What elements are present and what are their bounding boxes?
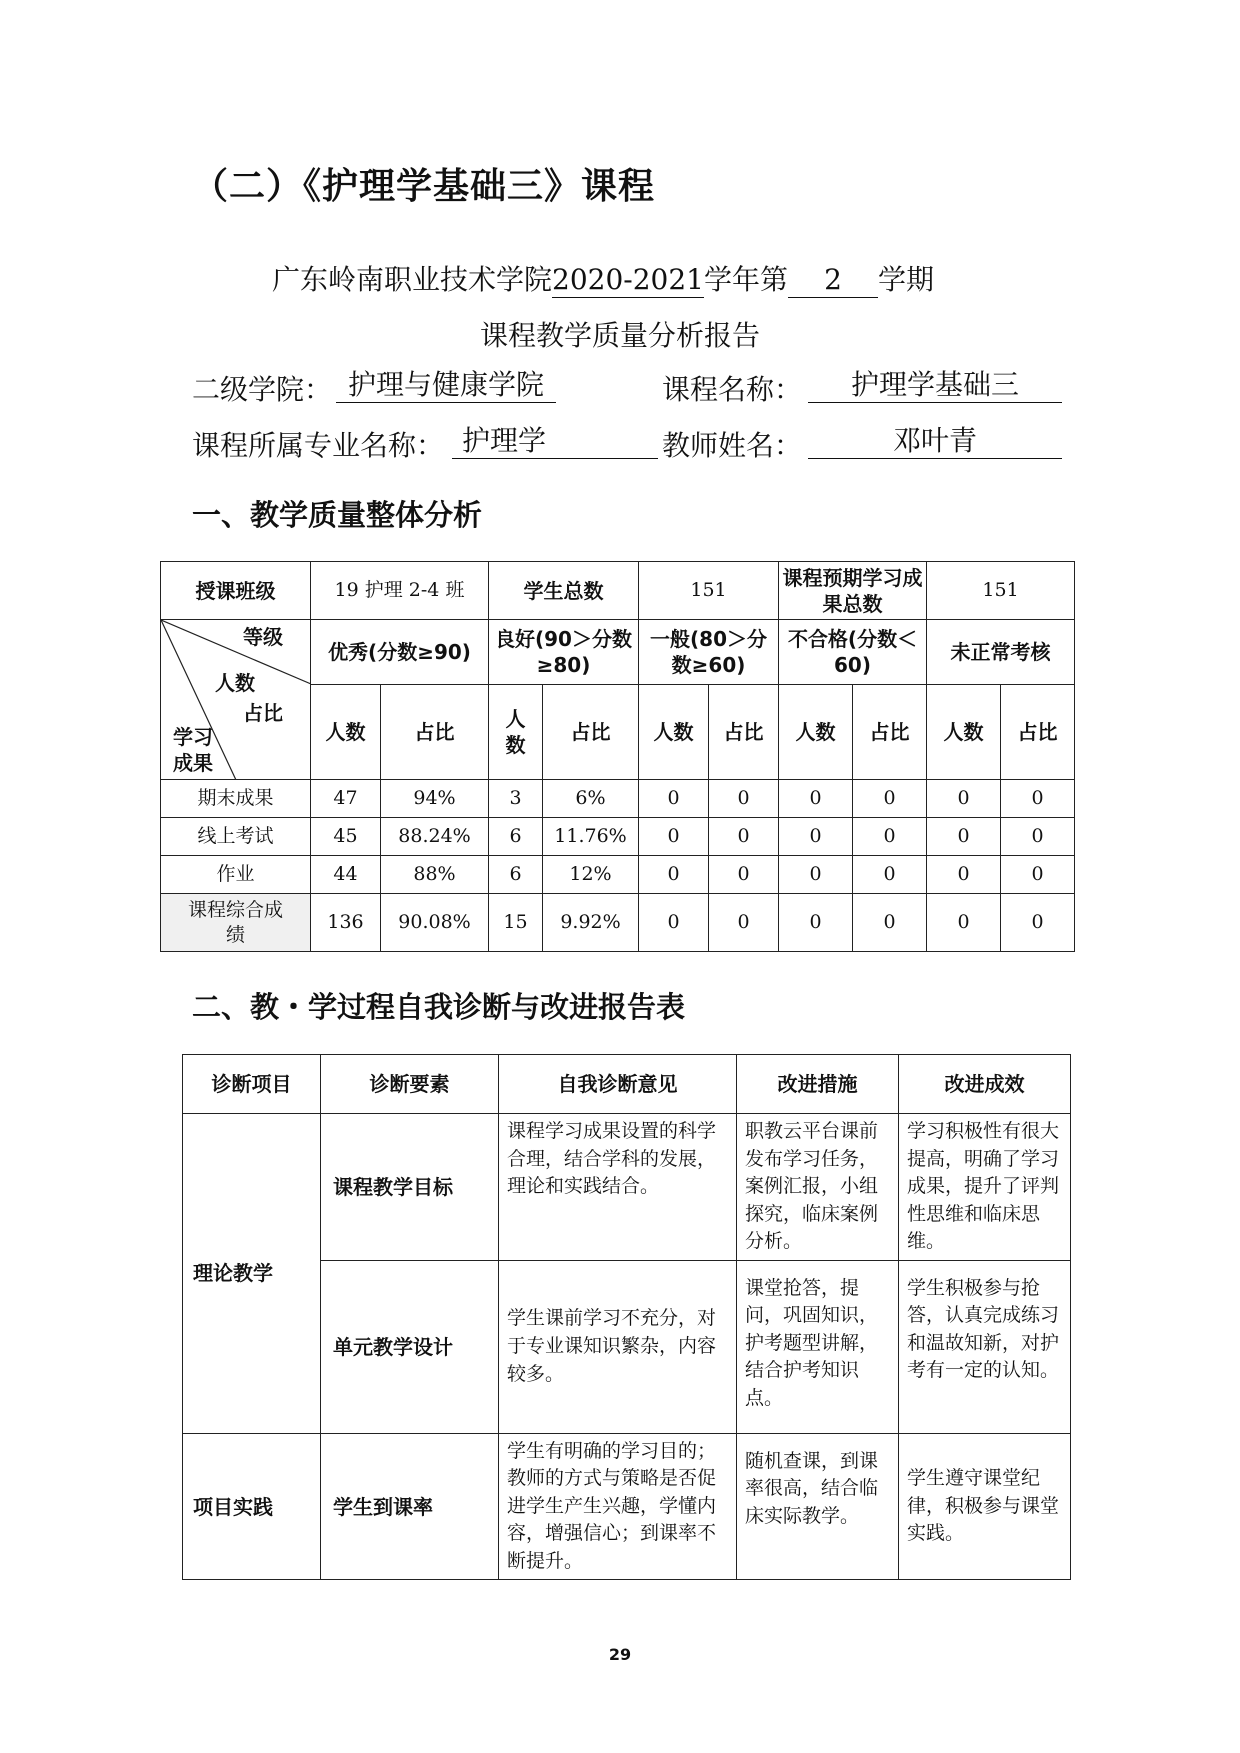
school-name: 广东岭南职业技术学院 [272,263,553,296]
class-value: 19 护理 2-4 班 [311,562,489,620]
table-cell: 0 [639,818,709,856]
improvement-effect-text: 学习积极性有很大提高，明确了学习成果，提升了评判性思维和临床思维。 [899,1114,1071,1261]
diagnosis-item: 项目实践 [183,1433,321,1580]
college-value: 护理与健康学院 [336,368,556,403]
table-cell: 0 [1001,856,1075,894]
table-cell: 3 [489,780,543,818]
table-cell: 11.76% [543,818,639,856]
grade-header: 优秀(分数≥90) [311,620,489,685]
table-cell: 94% [381,780,489,818]
report-title-line1 [272,258,934,298]
diagnosis-table [182,1054,1071,1580]
table-row [161,780,1075,818]
count-header: 人数 [779,685,853,780]
table-row [183,1055,1071,1114]
table-cell: 88.24% [381,818,489,856]
table-cell: 0 [709,780,779,818]
section-heading: （二）《护理学基础三》课程 [192,166,656,207]
table-cell: 0 [853,856,927,894]
self-diagnosis-text: 学生有明确的学习目的；教师的方式与策略是否促进学生产生兴趣，学懂内容，增强信心；到课率不断提升。 [499,1433,737,1580]
table-row [161,818,1075,856]
diagnosis-element: 学生到课率 [321,1433,499,1580]
major-label: 课程所属专业名称： [192,429,445,462]
count-header: 人数 [639,685,709,780]
ratio-header: 占比 [853,685,927,780]
table-cell: 45 [311,818,381,856]
table-cell: 0 [709,856,779,894]
table-row [161,894,1075,952]
table-cell: 6 [489,856,543,894]
ratio-header: 占比 [1001,685,1075,780]
outcome-name: 课程综合成绩 [161,894,311,952]
table-cell: 0 [1001,818,1075,856]
table-cell: 136 [311,894,381,952]
table-cell: 6 [489,818,543,856]
grade-header: 良好(90＞分数≥80) [489,620,639,685]
count-header: 人数 [489,685,543,780]
diagnosis-element: 单元教学设计 [321,1260,499,1433]
table-cell: 0 [1001,894,1075,952]
table-cell: 0 [779,818,853,856]
column-header: 改进措施 [737,1055,899,1114]
table-row [161,620,1075,685]
expected-value: 151 [927,562,1075,620]
course-label: 课程名称： [662,373,803,406]
section2-title: 二、教・学过程自我诊断与改进报告表 [192,990,686,1024]
ratio-header: 占比 [709,685,779,780]
page-number: 29 [608,1645,632,1664]
table-cell: 0 [1001,780,1075,818]
table-row [161,856,1075,894]
year-suffix: 学年第 [704,263,789,296]
table-cell: 0 [709,894,779,952]
course-value: 护理学基础三 [808,368,1062,403]
total-label: 学生总数 [489,562,639,620]
outcome-name: 线上考试 [161,818,311,856]
class-label: 授课班级 [161,562,311,620]
diag-outcome-label-2: 成果 [173,751,213,775]
table-cell: 0 [853,780,927,818]
academic-year: 2020-2021 [552,263,704,296]
diag-outcome-label-1: 学习 [173,725,213,749]
table-cell: 90.08% [381,894,489,952]
diag-ratio-label: 占比 [243,701,283,725]
table-cell: 0 [927,856,1001,894]
table-cell: 0 [779,856,853,894]
table-cell: 0 [927,780,1001,818]
improvement-effect-text: 学生积极参与抢答，认真完成练习和温故知新，对护考有一定的认知。 [899,1260,1071,1433]
improvement-effect-text: 学生遵守课堂纪律，积极参与课堂实践。 [899,1433,1071,1580]
table-cell: 47 [311,780,381,818]
column-header: 自我诊断意见 [499,1055,737,1114]
term-number: 2 [788,263,878,298]
table-cell: 0 [853,894,927,952]
diag-grade-label: 等级 [243,625,283,649]
total-value: 151 [639,562,779,620]
table-cell: 0 [779,894,853,952]
table-cell: 44 [311,856,381,894]
outcome-name: 期末成果 [161,780,311,818]
term-suffix: 学期 [878,263,935,296]
table-row [183,1114,1071,1261]
table-cell: 0 [639,856,709,894]
self-diagnosis-text: 课程学习成果设置的科学合理，结合学科的发展，理论和实践结合。 [499,1114,737,1261]
improvement-measure-text: 职教云平台课前发布学习任务，案例汇报，小组探究，临床案例分析。 [737,1114,899,1261]
self-diagnosis-text: 学生课前学习不充分，对于专业课知识繁杂，内容较多。 [499,1260,737,1433]
table-cell: 0 [709,818,779,856]
table-cell: 6% [543,780,639,818]
table-cell: 0 [927,818,1001,856]
column-header: 诊断要素 [321,1055,499,1114]
column-header: 改进成效 [899,1055,1071,1114]
teacher-value: 邓叶青 [808,424,1062,459]
table-cell: 88% [381,856,489,894]
improvement-measure-text: 随机查课，到课率很高，结合临床实际教学。 [737,1433,899,1580]
ratio-header: 占比 [381,685,489,780]
table-row [183,1433,1071,1580]
quality-table [160,561,1075,952]
teacher-label: 教师姓名： [662,429,803,462]
count-header: 人数 [927,685,1001,780]
diagnosis-item: 理论教学 [183,1114,321,1434]
improvement-measure-text: 课堂抢答，提问，巩固知识，护考题型讲解，结合护考知识点。 [737,1260,899,1433]
grade-header: 一般(80＞分数≥60) [639,620,779,685]
table-cell: 0 [639,780,709,818]
table-cell: 0 [779,780,853,818]
outcome-name: 作业 [161,856,311,894]
count-header: 人数 [311,685,381,780]
table-row [161,562,1075,620]
diag-count-label: 人数 [215,671,255,695]
major-value: 护理学 [452,424,658,459]
section1-title: 一、教学质量整体分析 [192,498,483,532]
grade-header: 未正常考核 [927,620,1075,685]
diagonal-header-cell [161,620,311,780]
expected-label: 课程预期学习成果总数 [779,562,927,620]
college-label: 二级学院： [192,373,333,406]
table-cell: 15 [489,894,543,952]
ratio-header: 占比 [543,685,639,780]
table-cell: 0 [927,894,1001,952]
table-cell: 9.92% [543,894,639,952]
column-header: 诊断项目 [183,1055,321,1114]
table-cell: 12% [543,856,639,894]
report-title-line2: 课程教学质量分析报告 [479,319,760,352]
diagnosis-element: 课程教学目标 [321,1114,499,1261]
table-cell: 0 [853,818,927,856]
grade-header: 不合格(分数＜60) [779,620,927,685]
table-cell: 0 [639,894,709,952]
